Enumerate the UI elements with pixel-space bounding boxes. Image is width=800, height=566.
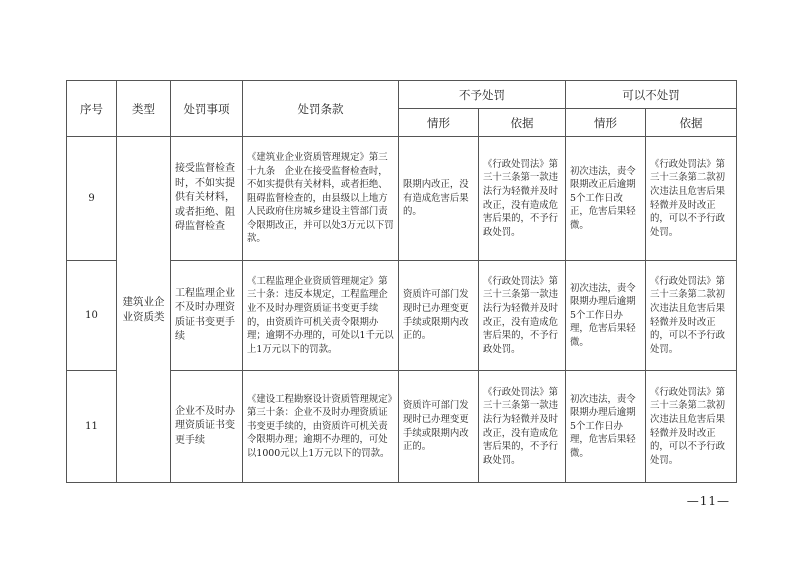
type-cell	[117, 137, 171, 483]
penalty-matter: 接受监督检查时，不如实提供有关材料，或者拒绝、阻碍监督检查	[171, 137, 243, 261]
may-not-penalty-situation: 初次违法，责令限期办理后逾期5个工作日办理，危害后果轻微。	[566, 261, 646, 371]
header-mnp-situation: 情形	[566, 109, 646, 137]
penalty-clause: 《建设工程勘察设计资质管理规定》第三十条：企业不及时办理资质证书变更手续的，由资质许可机关责令限期办理；逾期不办理的，可处以1000元以上1万元以下的罚款。	[243, 371, 399, 483]
header-np-situation: 情形	[399, 109, 479, 137]
may-not-penalty-basis: 《行政处罚法》第三十三条第二款初次违法且危害后果轻微并及时改正的，可以不予行政处罚。	[646, 371, 737, 483]
header-clause: 处罚条款	[243, 81, 399, 137]
header-matter: 处罚事项	[171, 81, 243, 137]
table-row	[67, 137, 737, 261]
no-penalty-basis: 《行政处罚法》第三十三条第一款违法行为轻微并及时改正，没有造成危害后果的，不予行政处罚。	[479, 371, 566, 483]
row-number: 11	[67, 371, 117, 483]
may-not-penalty-basis: 《行政处罚法》第三十三条第二款初次违法且危害后果轻微并及时改正的，可以不予行政处罚。	[646, 261, 737, 371]
penalty-matter: 企业不及时办理资质证书变更手续	[171, 371, 243, 483]
no-penalty-basis: 《行政处罚法》第三十三条第一款违法行为轻微并及时改正，没有造成危害后果的，不予行政处罚。	[479, 137, 566, 261]
page-number: —11—	[686, 494, 730, 508]
no-penalty-situation: 资质许可部门发现时已办理变更手续或限期内改正的。	[399, 261, 479, 371]
type-label: 建筑业企业资质类	[122, 295, 165, 323]
row-number: 9	[67, 137, 117, 261]
header-np-basis: 依据	[479, 109, 566, 137]
no-penalty-basis: 《行政处罚法》第三十三条第一款违法行为轻微并及时改正，没有造成危害后果的，不予行政处罚。	[479, 261, 566, 371]
penalty-table	[66, 80, 737, 483]
row-number: 10	[67, 261, 117, 371]
may-not-penalty-situation: 初次违法，责令限期办理后逾期5个工作日办理，危害后果轻微。	[566, 371, 646, 483]
penalty-clause: 《建筑业企业资质管理规定》第三十九条 企业在接受监督检查时，不如实提供有关材料，或者拒绝、阻碍监督检查的，由县级以上地方人民政府住房城乡建设主管部门责令限期改正，并可以处3万元以下罚款。	[243, 137, 399, 261]
header-may-not-penalty: 可以不处罚	[566, 81, 737, 109]
header-type: 类型	[117, 81, 171, 137]
no-penalty-situation: 资质许可部门发现时已办理变更手续或限期内改正的。	[399, 371, 479, 483]
header-mnp-basis: 依据	[646, 109, 737, 137]
header-no-penalty: 不予处罚	[399, 81, 566, 109]
may-not-penalty-situation: 初次违法，责令限期改正后逾期5个工作日改正，危害后果轻微。	[566, 137, 646, 261]
may-not-penalty-basis: 《行政处罚法》第三十三条第二款初次违法且危害后果轻微并及时改正的，可以不予行政处罚。	[646, 137, 737, 261]
no-penalty-situation: 限期内改正，没有造成危害后果的。	[399, 137, 479, 261]
header-no: 序号	[67, 81, 117, 137]
penalty-clause: 《工程监理企业资质管理规定》第三十条：违反本规定，工程监理企业不及时办理资质证书变更手续的，由资质许可机关责令限期办理；逾期不办理的，可处以1千元以上1万元以下的罚款。	[243, 261, 399, 371]
penalty-matter: 工程监理企业不及时办理资质证书变更手续	[171, 261, 243, 371]
